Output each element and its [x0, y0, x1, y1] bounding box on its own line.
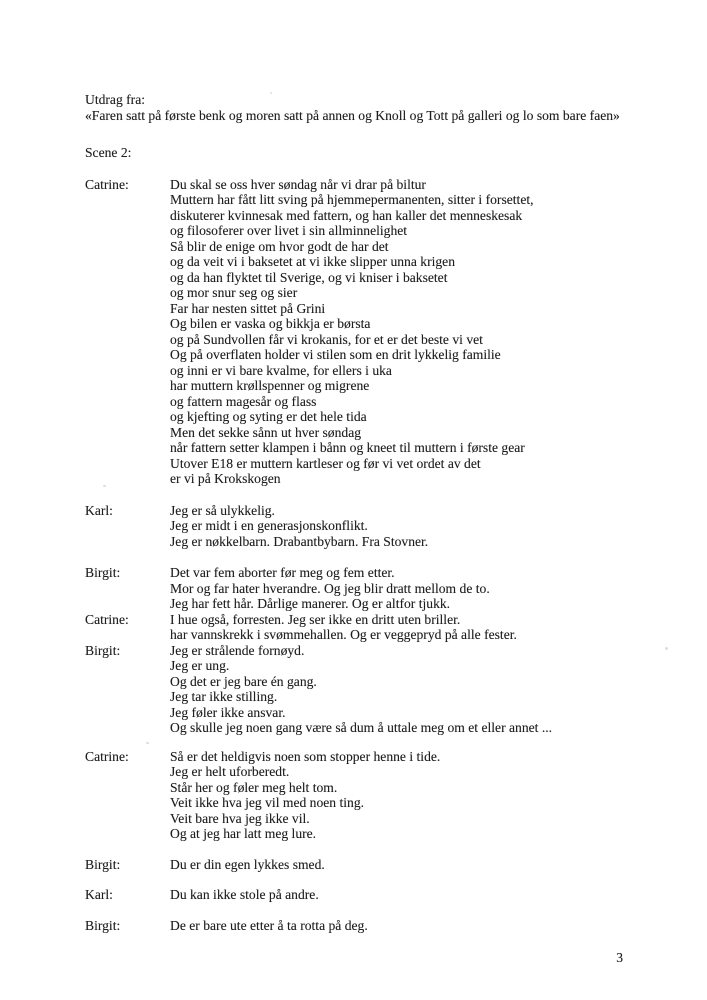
dialogue-line: diskuterer kvinnesak med fattern, og han kaller det menneskesak [170, 207, 523, 223]
page-content [85, 92, 672, 933]
dialogue-line: har muttern krøllspenner og migrene [170, 378, 370, 393]
dialogue-line: Jeg er helt uforberedt. [170, 764, 290, 779]
scene-label: Scene 2: [85, 145, 132, 160]
dialogue-lines [170, 857, 672, 873]
dialogue-line: og da han flyktet til Sverige, og vi kniser i baksetet [170, 269, 448, 285]
dialogue-line: når fattern setter klampen i bånn og kneet til muttern i første gear [170, 440, 525, 455]
excerpt-intro-label: Utdrag fra: [85, 92, 146, 107]
page-number: 3 [616, 950, 623, 965]
dialogue-lines [170, 643, 672, 736]
dialogue-lines [170, 565, 672, 612]
dialogue-line: Jeg føler ikke ansvar. [170, 704, 286, 720]
speaker-label: Karl: [85, 502, 113, 518]
dialogue-line: og mor snur seg og sier [170, 285, 298, 300]
dialogue-line: Men det sekke sånn ut hver søndag [170, 424, 362, 440]
dialogue-line: Jeg er så ulykkelig. [170, 502, 275, 518]
speaker-label: Birgit: [85, 917, 121, 933]
dialogue-lines [170, 887, 672, 903]
speaker-label: Catrine: [85, 611, 129, 627]
dialogue-line: Står her og føler meg helt tom. [170, 779, 338, 795]
dialogue-line: Mor og far hater hverandre. Og jeg blir dratt mellom de to. [170, 580, 490, 596]
dialogue-block [85, 565, 672, 612]
dialogue-line: Du kan ikke stole på andre. [170, 887, 319, 902]
dialogue-line: Jeg er midt i en generasjonskonflikt. [170, 518, 368, 533]
dialogue-line: og fattern magesår og flass [170, 393, 317, 409]
dialogue-block [85, 503, 672, 550]
dialogue-line: Utover E18 er muttern kartleser og før vi vet ordet av det [170, 455, 481, 471]
dialogue-line: Og det er jeg bare én gang. [170, 673, 317, 689]
scan-speck [146, 742, 149, 744]
dialogue-block [85, 612, 672, 643]
dialogue-line: Og at jeg har latt meg lure. [170, 826, 317, 841]
dialogue-line: Du skal se oss hver søndag når vi drar på biltur [170, 176, 426, 192]
dialogue-line: og på Sundvollen får vi krokanis, for et er det beste vi vet [170, 331, 483, 347]
speaker-label: Catrine: [85, 748, 129, 764]
dialogue-line: og filosoferer over livet i sin allminnelighet [170, 223, 408, 238]
dialogue-line: og inni er vi bare kvalme, for ellers i uka [170, 362, 392, 378]
dialogue-block [85, 857, 672, 873]
dialogue-block [85, 749, 672, 842]
dialogue-line: Veit bare hva jeg ikke vil. [170, 810, 310, 826]
dialogue-line: og kjefting og syting er det hele tida [170, 409, 367, 424]
dialogue-line: Jeg er strålende fornøyd. [170, 642, 305, 658]
dialogue-lines [170, 918, 672, 934]
dialogue-line: har vannskrekk i svømmehallen. Og er veggepryd på alle fester. [170, 627, 517, 642]
speaker-label: Karl: [85, 887, 113, 902]
dialogue-line: Du er din egen lykkes smed. [170, 856, 325, 872]
speaker-label: Birgit: [85, 642, 121, 658]
dialogue-line: er vi på Krokskogen [170, 471, 281, 486]
dialogue-line: Så er det heldigvis noen som stopper henne i tide. [170, 748, 441, 764]
speaker-label: Catrine: [85, 176, 129, 192]
excerpt-quote: «Faren satt på første benk og moren satt på annen og Knoll og Tott på galleri og lo som bare faen» [85, 107, 620, 123]
dialogue-lines [170, 749, 672, 842]
dialogue-line: Og på overflaten holder vi stilen som en drit lykkelig familie [170, 347, 501, 362]
dialogue-line: I hue også, forresten. Jeg ser ikke en dritt uten briller. [170, 611, 461, 627]
dialogue-line: Veit ikke hva jeg vil med noen ting. [170, 795, 365, 810]
dialogue-block [85, 177, 672, 487]
dialogue-line: Far har nesten sittet på Grini [170, 300, 326, 316]
speaker-label: Birgit: [85, 856, 121, 872]
dialogue-line: Muttern har fått litt sving på hjemmepermanenten, sitter i forsettet, [170, 192, 534, 207]
dialogue-block [85, 918, 672, 934]
excerpt-header [85, 92, 672, 123]
dialogue-lines [170, 503, 672, 550]
dialogue-block [85, 887, 672, 903]
dialogue-line: Og bilen er vaska og bikkja er børsta [170, 316, 371, 331]
dialogue-line: Jeg tar ikke stilling. [170, 689, 278, 704]
dialogue-line: De er bare ute etter å ta rotta på deg. [170, 917, 368, 933]
dialogue-line: Jeg er nøkkelbarn. Drabantbybarn. Fra Stovner. [170, 533, 429, 549]
scan-speck [665, 647, 668, 650]
scan-speck [270, 92, 272, 94]
dialogue-block [85, 643, 672, 736]
dialogue-lines [170, 177, 672, 487]
dialogue-line: Og skulle jeg noen gang være så dum å uttale meg om et eller annet ... [170, 720, 553, 735]
dialogue-lines [170, 612, 672, 643]
dialogue-line: Jeg har fett hår. Dårlige manerer. Og er altfor tjukk. [170, 596, 451, 611]
scan-speck [103, 485, 106, 487]
dialogue-line: Så blir de enige om hvor godt de har det [170, 238, 389, 254]
speaker-label: Birgit: [85, 565, 121, 580]
dialogue-line: og da veit vi i baksetet at vi ikke slipper unna krigen [170, 254, 456, 269]
dialogue-line: Jeg er ung. [170, 658, 230, 673]
dialogue-line: Det var fem aborter før meg og fem etter. [170, 565, 395, 580]
